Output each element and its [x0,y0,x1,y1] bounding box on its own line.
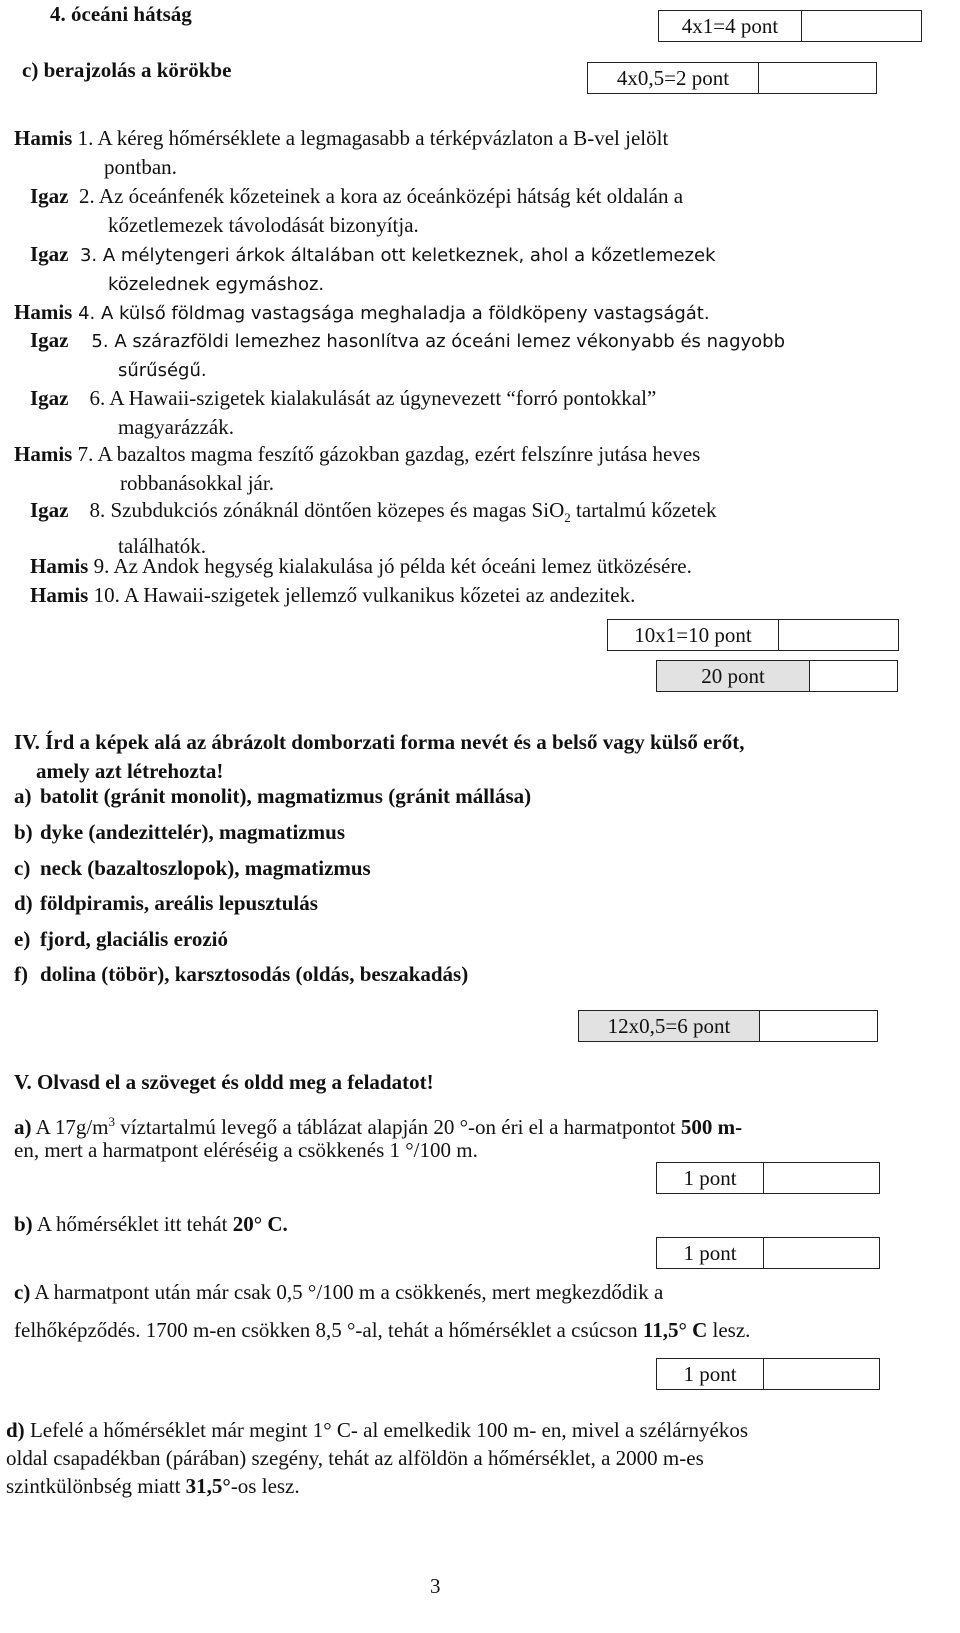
task-text: szintkülönbség miatt [6,1474,186,1498]
task-highlight: 11,5° C [642,1318,708,1342]
answer-text: dolina (töbör), karsztosodás (oldás, beszakadás) [40,962,469,986]
statement-4 [14,298,914,328]
answer-letter: b) [14,820,33,844]
task-label: b) [14,1212,33,1236]
page-number: 3 [430,1574,441,1598]
statement-cont: robbanásokkal jár. [120,471,274,495]
answer-mark: Igaz [30,498,69,522]
score-box [658,10,922,42]
answer-mark: Hamis [14,300,73,324]
score-box [656,1237,880,1269]
task-text: A hőmérséklet itt tehát [36,1212,233,1236]
answer-f [14,962,468,987]
answer-mark: Igaz [30,184,69,208]
answer-b [14,820,345,845]
statement-10 [14,581,914,610]
score-label: 4x1=4 pont [659,11,802,41]
answer-mark: Igaz [30,386,69,410]
answer-text: fjord, glaciális erozió [40,927,228,951]
task-c [14,1280,882,1305]
statement-text: tartalmú kőzetek [570,498,717,522]
task-c-line2 [14,1318,750,1343]
section-4-title [14,728,934,786]
statement-text: A mélytengeri árkok általában ott keletkeznek, ahol a kőzetlemezek [102,245,716,266]
task-label: c) [14,1280,31,1304]
task-text: -on éri el a harmatpontot [468,1115,681,1139]
answer-mark: Igaz [30,242,69,266]
task-text: A harmatpont után már csak 0,5 °/100 m a csökkenés, mert megkezdődik a [34,1280,664,1304]
score-box [587,62,877,94]
score-label: 10x1=10 pont [608,620,779,650]
task-b [14,1212,288,1237]
answer-mark: Igaz [30,328,69,352]
task-label: a) [14,1115,32,1139]
statement-text: A külső földmag vastagsága meghaladja a földköpeny vastagságát. [101,303,710,324]
statement-text: Szubdukciós zónáknál döntően közepes és magas SiO [110,498,565,522]
statement-cont: magyarázzák. [118,415,235,439]
score-box-total [656,660,898,692]
answer-letter: d) [14,891,33,915]
score-label: 20 pont [657,661,810,691]
task-text: Lefelé a hőmérséklet már megint 1° C- al emelkedik 100 m- en, mivel a szélárnyékos [29,1418,748,1442]
statement-text: Az Andok hegység kialakulása jó példa két óceáni lemez ütközésére. [113,554,692,578]
score-label: 1 pont [657,1359,764,1389]
score-label: 4x0,5=2 pont [588,63,759,93]
statement-number: 10. [93,583,120,607]
section-subtitle: c) berajzolás a körökbe [22,58,232,82]
degree-sign: ° [454,1115,469,1139]
statement-3 [14,240,914,299]
answer-mark: Hamis [14,442,73,466]
answer-letter: a) [14,784,32,808]
score-box [656,1162,880,1194]
statement-cont: kőzetlemezek távolodását bizonyítja. [108,213,419,237]
answer-text: neck (bazaltoszlopok), magmatizmus [40,856,371,880]
statement-text: A kéreg hőmérséklete a legmagasabb a térképvázlaton a B-vel jelölt [97,126,669,150]
statement-number: 2. [79,184,95,208]
answer-text: földpiramis, areális lepusztulás [40,891,318,915]
task-text: oldal csapadékban (párában) szegény, tehát az alföldön a hőmérséklet, a 2000 m-es [6,1446,704,1470]
superscript: 3 [108,1114,116,1129]
answer-a [14,784,531,809]
subscript: 2 [564,510,571,526]
answer-c [14,856,371,881]
section-4-title-line: amely azt létrehozta! [36,759,224,783]
statement-text: A bazaltos magma feszítő gázokban gazdag, ezért felszínre jutása heves [97,442,701,466]
task-highlight: 31,5° [185,1474,231,1498]
statement-number: 6. [89,386,106,410]
score-box [578,1010,878,1042]
task-text: -os lesz. [230,1474,300,1498]
task-text: A 17g/m [35,1115,109,1139]
statement-number: 3. [79,245,98,266]
answer-mark: Hamis [30,554,89,578]
score-label: 12x0,5=6 pont [579,1011,760,1041]
statement-number: 8. [89,498,106,522]
statement-9 [14,552,914,581]
answer-text: dyke (andezittelér), magmatizmus [40,820,346,844]
score-label: 1 pont [657,1238,764,1268]
answer-d [14,891,318,916]
task-text: felhőképződés. 1700 m-en csökken 8,5 °-al, tehát a hőmérséklet a csúcson [14,1318,643,1342]
statement-2 [14,182,914,240]
task-label: d) [6,1418,25,1442]
statement-cont: találhatók. [118,534,207,559]
statement-number: 5. [91,331,109,352]
statement-number: 4. [78,303,96,324]
answer-text: batolit (gránit monolit), magmatizmus (gránit mállása) [40,784,532,808]
statement-text: A szárazföldi lemezhez hasonlítva az óceáni lemez vékonyabb és nagyobb [114,331,786,352]
score-box [656,1358,880,1390]
section-title: 4. óceáni hátság [50,2,192,26]
statement-1 [14,124,914,182]
task-d [6,1416,906,1500]
task-highlight: 20° C. [232,1212,288,1236]
statement-7 [14,440,914,498]
task-highlight: 500 m- [680,1115,743,1139]
statement-number: 1. [77,126,94,150]
statement-number: 9. [93,554,110,578]
statement-5 [14,326,914,385]
statement-cont: pontban. [104,155,177,179]
task-text: víztartalmú levegő a táblázat alapján 20 [115,1115,455,1139]
statement-number: 7. [77,442,94,466]
statement-text: Az óceánfenék kőzeteinek a kora az óceánközépi hátság két oldalán a [98,184,684,208]
statement-text: A Hawaii-szigetek kialakulását az úgynevezett “forró pontokkal” [109,386,657,410]
answer-letter: f) [14,962,28,986]
answer-letter: c) [14,856,31,880]
task-a-line2: en, mert a harmatpont eléréséig a csökkenés 1 °/100 m. [14,1138,478,1162]
statement-text: A Hawaii-szigetek jellemző vulkanikus kőzetei az andezitek. [123,583,636,607]
score-label: 1 pont [657,1163,764,1193]
statement-cont: közelednek egymáshoz. [108,274,325,295]
section-4-title-line: IV. Írd a képek alá az ábrázolt domborzati forma nevét és a belső vagy külső erőt, [14,730,745,754]
answer-e [14,927,228,952]
task-text: lesz. [707,1318,751,1342]
section-5-title: V. Olvasd el a szöveget és oldd meg a feladatot! [14,1070,434,1094]
statement-6 [14,384,914,442]
answer-mark: Hamis [14,126,73,150]
answer-letter: e) [14,927,31,951]
score-box [607,619,899,651]
statement-cont: sűrűségű. [118,360,207,381]
answer-mark: Hamis [30,583,89,607]
